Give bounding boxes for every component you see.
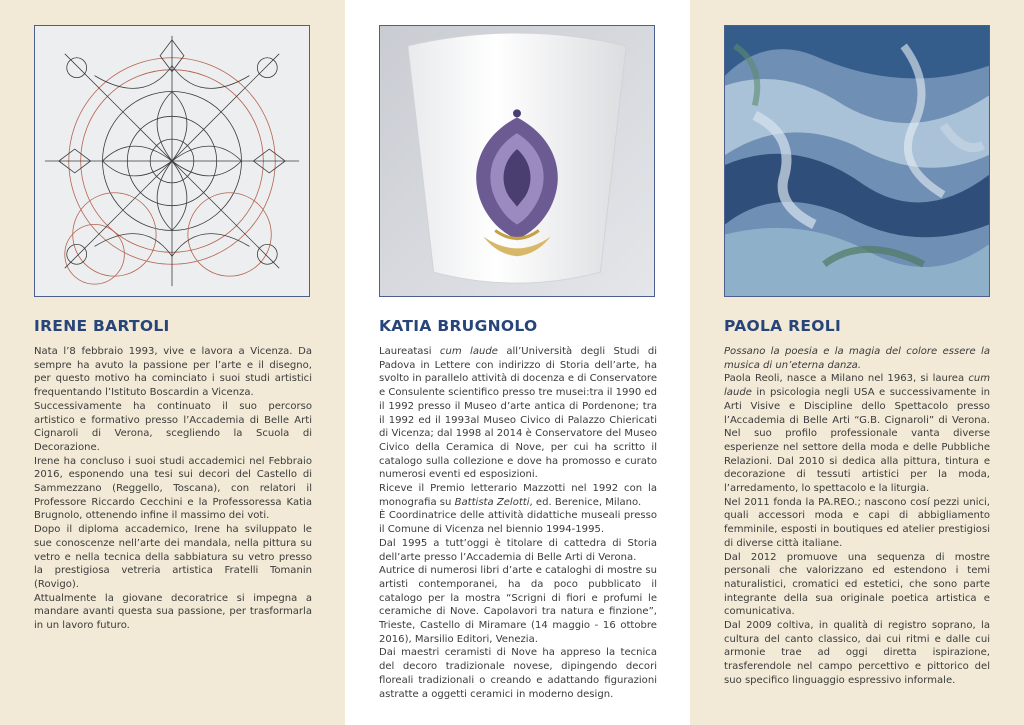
bio-paragraph: Successivamente ha continuato il suo percorso artistico e formativo presso l’Accademia di Belle Arti Cignaroli di Verona, scegliendo la Scuola di Decorazione. bbox=[34, 400, 312, 453]
bio-paragraph bbox=[379, 345, 657, 482]
bio-paragraph: Dal 2012 promuove una sequenza di mostre personali che valorizzano ed estendono i temi naturalistici, cromatici ed estetici, che sono parte integrante della sua originale poetica artistica e comunicativa. bbox=[724, 551, 990, 618]
artist-name: PAOLA REOLI bbox=[724, 317, 842, 335]
mandala-drawing-image bbox=[34, 25, 310, 297]
bio-text: , ed. Berenice, Milano. bbox=[529, 496, 642, 508]
painted-fabric-illustration bbox=[725, 26, 989, 296]
bio-text: Laureatasi bbox=[379, 346, 440, 357]
bio-text: all’Università degli Studi di Padova in Lettere con indirizzo di Storia dell’arte, ha svolto in parallelo attività di docenza e di Conservatore e Consulente scientifico presso tre musei:tra il 1990 ed il 1992 presso il Museo d’arte antica di Pordenone; tra il 1992 ed il 1993al Museo Civico di Palazzo Chiericati di Vicenza; dal 1998 al 2014 è Conservatore del Museo Civico della Ceramica di Nove, per cui ha scritto il catalogo sulla collezione e dove ha promosso e curato numerosi eventi ed esposizioni. bbox=[379, 346, 657, 481]
bio-italic: cum laude bbox=[724, 373, 990, 399]
painted-fabric-image bbox=[724, 25, 990, 297]
bio-italic: Battista Zelotti bbox=[454, 496, 530, 508]
artist-column-bartoli bbox=[0, 0, 345, 725]
artist-column-brugnolo bbox=[345, 0, 690, 725]
bio-paragraph bbox=[724, 372, 990, 495]
artist-column-reoli bbox=[690, 0, 1024, 725]
ceramic-vase-image bbox=[379, 25, 655, 297]
mandala-drawing-illustration bbox=[35, 26, 309, 296]
bio-paragraph bbox=[379, 482, 657, 509]
bio-paragraph: Nel 2011 fonda la PA.REO.; nascono cosí pezzi unici, quali accessori moda e capi di abbigliamento femminile, esposti in boutiques ed atelier prestigiosi di diverse città italiane. bbox=[724, 496, 990, 549]
artist-name: KATIA BRUGNOLO bbox=[379, 317, 538, 335]
bio-paragraph: Autrice di numerosi libri d’arte e cataloghi di mostre su artisti contemporanei, ha da poco pubblicato il catalogo per la mostra “Scrigni di fiori e profumi le ceramiche di Nove. Capolavori tra natura e finzione”, Trieste, Castello di Miramare (14 maggio - 16 ottobre 2016), Marsilio Editori, Venezia. bbox=[379, 565, 657, 645]
bio-paragraph: Dal 2009 coltiva, in qualità di registro soprano, la cultura del canto classico, dai cui ritmi e dalle cui armonie trae ad oggi diretta ispirazione, trasferendole nel campo percettivo e pittorico del suo specifico linguaggio espressivo informale. bbox=[724, 620, 990, 686]
bio-paragraph: Dai maestri ceramisti di Nove ha appreso la tecnica del decoro tradizionale novese, dipingendo decori floreali tradizionali o creando e adattando figurazioni astratte a oggetti ceramici in moderno design. bbox=[379, 647, 657, 700]
bio-paragraph: Dal 1995 a tutt’oggi è titolare di cattedra di Storia dell’arte presso l’Accademia di Belle Arti di Verona. bbox=[379, 537, 657, 563]
bio-text: Paola Reoli, nasce a Milano nel 1963, si laurea bbox=[724, 373, 969, 385]
bio-paragraph: È Coordinatrice delle attività didattiche museali presso il Comune di Vicenza nel biennio 1994-1995. bbox=[379, 510, 657, 536]
bio-paragraph: Attualmente la giovane decoratrice si impegna a mandare avanti questa sua passione, per trasformarla in un lavoro futuro. bbox=[34, 592, 312, 632]
artist-name: IRENE BARTOLI bbox=[34, 317, 170, 335]
bio-paragraph: Dopo il diploma accademico, Irene ha sviluppato le sue conoscenze nell’arte dei mandala, nella pittura su vetro e nella tecnica della sabbiatura su vetro presso la prestigiosa vetreria artistica Fratelli Tomanin (Rovigo). bbox=[34, 524, 312, 590]
bio-quote bbox=[724, 345, 990, 372]
bio-paragraph: Irene ha concluso i suoi studi accademici nel Febbraio 2016, esponendo una tesi sui decori del Castello di Sammezzano (Reggello, Toscana), con relatori il Professore Riccardo Cecchini e la Professoressa Katia Brugnolo, ottenendo infine il massimo dei voti. bbox=[34, 455, 312, 522]
bio-text: Riceve il Premio letterario Mazzotti nel 1992 con la monografia su bbox=[379, 483, 657, 508]
artist-bio bbox=[34, 345, 312, 633]
artist-bio bbox=[379, 345, 657, 701]
artist-bio bbox=[724, 345, 990, 688]
bio-paragraph: Nata l’8 febbraio 1993, vive e lavora a Vicenza. Da sempre ha avuto la passione per l’arte e il disegno, per questo motivo ha cominciato i suoi studi artistici frequentando l’Istituto Boscardin a Vicenza. bbox=[34, 346, 312, 399]
bio-italic: cum laude bbox=[439, 346, 498, 357]
ceramic-vase-illustration bbox=[380, 26, 654, 296]
bio-italic: Possano la poesia e la magia del colore essere la musica di un’eterna danza. bbox=[724, 346, 990, 371]
bio-text: in psicologia negli USA e successivamente in Arti Visive e Discipline dello Spettacolo presso l’Accademia di Belle Arti “G.B. Cignaroli” di Verona. Nel suo profilo professionale vanta diverse esperienze nel settore della moda e delle Pubbliche Relazioni. Dal 2010 si dedica alla pittura, tintura e decorazione di tessuti artistici per la moda, l’arredamento, lo spettacolo e la liturgia. bbox=[724, 387, 990, 495]
